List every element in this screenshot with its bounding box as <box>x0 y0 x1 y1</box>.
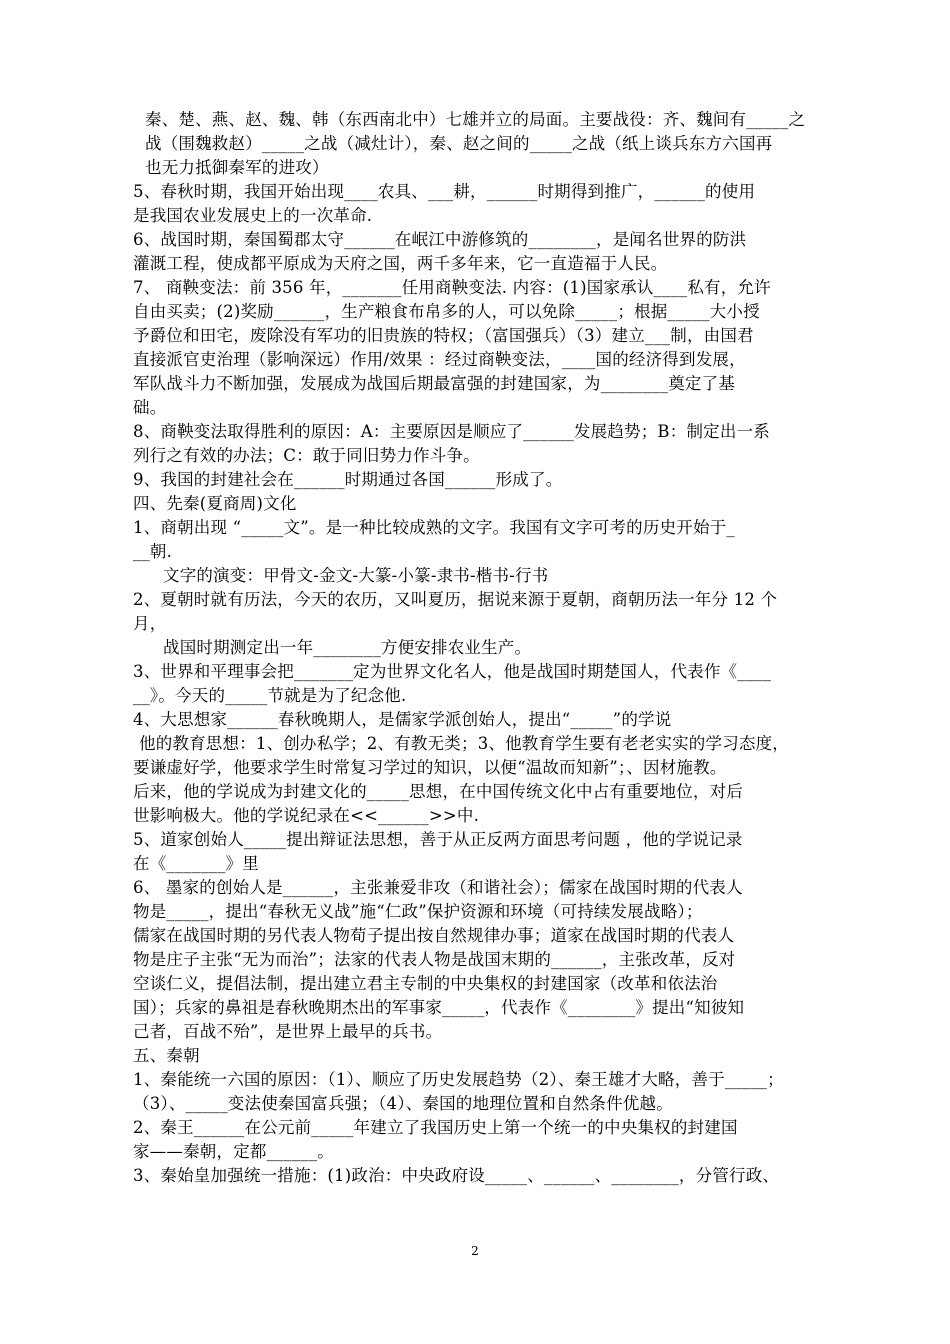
text-line: 战（围魏救赵）_____之战（减灶计），秦、赵之间的_____之战（纸上谈兵东方六国再 <box>145 134 773 153</box>
text-line: 物是庄子主张“无为而治”；法家的代表人物是战国末期的______，主张改革，反对 <box>133 950 736 969</box>
text-line: 8、商鞅变法取得胜利的原因：A：主要原因是顺应了______发展趋势；B：制定出一系 <box>133 422 770 441</box>
text-line: 5、春秋时期，我国开始出现____农具、___耕，______时期得到推广，______的使用 <box>133 182 756 201</box>
text-line: 2、夏朝时就有历法，今天的农历，又叫夏历，据说来源于夏朝，商朝历法一年分 12 个 <box>133 590 778 609</box>
text-line: 也无力抵御秦军的进攻） <box>145 158 329 177</box>
text-line: __朝. <box>133 542 173 561</box>
text-line: 他的教育思想：1、创办私学；2、有教无类；3、他教育学生要有老老实实的学习态度， <box>139 734 789 753</box>
text-line: 军队战斗力不断加强，发展成为战国后期最富强的封建国家，为________奠定了基 <box>133 374 735 393</box>
text-line: 5、道家创始人_____提出辩证法思想，善于从正反两方面思考问题 ，他的学说记录 <box>133 830 743 849</box>
text-line: 空谈仁义，提倡法制，提出建立君主专制的中央集权的封建国家（改革和依法治 <box>133 974 718 993</box>
text-line: 3、世界和平理事会把_______定为世界文化名人，他是战国时期楚国人，代表作《____ <box>133 662 772 681</box>
text-line: 列行之有效的办法；C：敢于同旧势力作斗争。 <box>133 446 480 465</box>
text-line: 6、 墨家的创始人是______，主张兼爱非攻（和谐社会）；儒家在战国时期的代表人 <box>133 878 743 897</box>
text-line: 后来，他的学说成为封建文化的_____思想，在中国传统文化中占有重要地位，对后 <box>133 782 744 801</box>
text-line: 要谦虚好学，他要求学生时常复习学过的知识，以便“温故而知新”；、因材施教。 <box>133 758 727 777</box>
text-line: 世影响极大。他的学说纪录在<<______>>中. <box>133 806 480 825</box>
text-line: 自由买卖；(2)奖励______，生产粮食布帛多的人，可以免除_____；根据_____大小授 <box>133 302 760 321</box>
text-line: 予爵位和田宅，废除没有军功的旧贵族的特权；（富国强兵）（3）建立___制，由国君 <box>133 326 754 345</box>
text-line: 是我国农业发展史上的一次革命. <box>133 206 373 225</box>
text-line: 2、秦王______在公元前_____年建立了我国历史上第一个统一的中央集权的封建国 <box>133 1118 738 1137</box>
text-line: 月， <box>133 614 167 633</box>
text-line: 家——秦朝，定都______。 <box>133 1142 334 1161</box>
text-line: 9、我国的封建社会在______时期通过各国______形成了。 <box>133 470 563 489</box>
text-line: 在《_______》里 <box>133 854 259 873</box>
text-line: 物是_____，提出“春秋无义战”施“仁政”保护资源和环境（可持续发展战略）； <box>133 902 703 921</box>
text-line: 己者，百战不殆”，是世界上最早的兵书。 <box>133 1022 443 1041</box>
page-number: 2 <box>471 1244 479 1258</box>
text-line: 国）；兵家的鼻祖是春秋晚期杰出的军事家_____，代表作《________》提出“知彼知 <box>133 998 745 1017</box>
text-line: __》。今天的_____节就是为了纪念他. <box>133 686 407 705</box>
text-line: 础。 <box>133 398 167 417</box>
text-line: 秦、楚、燕、赵、魏、韩（东西南北中）七雄并立的局面。主要战役：齐、魏间有_____之 <box>145 110 806 129</box>
text-line: 战国时期测定出一年________方便安排农业生产。 <box>163 638 532 657</box>
text-line: 3、秦始皇加强统一措施：(1)政治：中央政府设_____、______、________，分管行政、 <box>133 1166 780 1185</box>
text-line: （3）、_____变法使秦国富兵强；（4）、秦国的地理位置和自然条件优越。 <box>133 1094 673 1113</box>
section-heading: 五、秦朝 <box>133 1046 200 1065</box>
text-line: 文字的演变：甲骨文-金文-大篆-小篆-隶书-楷书-行书 <box>163 566 549 585</box>
text-line: 灌溉工程，使成都平原成为天府之国，两千多年来，它一直造福于人民。 <box>133 254 668 273</box>
text-line: 直接派官吏治理（影响深远）作用/效果 ：经过商鞅变法，____国的经济得到发展， <box>133 350 746 369</box>
document-body <box>133 108 823 1188</box>
text-line: 1、秦能统一六国的原因：（1）、顺应了历史发展趋势（2）、秦王雄才大略，善于_____； <box>133 1070 784 1089</box>
text-line: 1、商朝出现 “_____文”。是一种比较成熟的文字。我国有文字可考的历史开始于_ <box>133 518 735 537</box>
section-heading: 四、先秦(夏商周)文化 <box>133 494 297 513</box>
text-line: 4、大思想家______春秋晚期人，是儒家学派创始人，提出“_____”的学说 <box>133 710 672 729</box>
text-line: 7、 商鞅变法：前 356 年，_______任用商鞅变法. 内容：(1)国家承认____私有，允许 <box>133 278 771 297</box>
text-line: 6、战国时期，秦国蜀郡太守______在岷江中游修筑的________，是闻名世界的防洪 <box>133 230 747 249</box>
text-line: 儒家在战国时期的另代表人物荀子提出按自然规律办事；道家在战国时期的代表人 <box>133 926 735 945</box>
